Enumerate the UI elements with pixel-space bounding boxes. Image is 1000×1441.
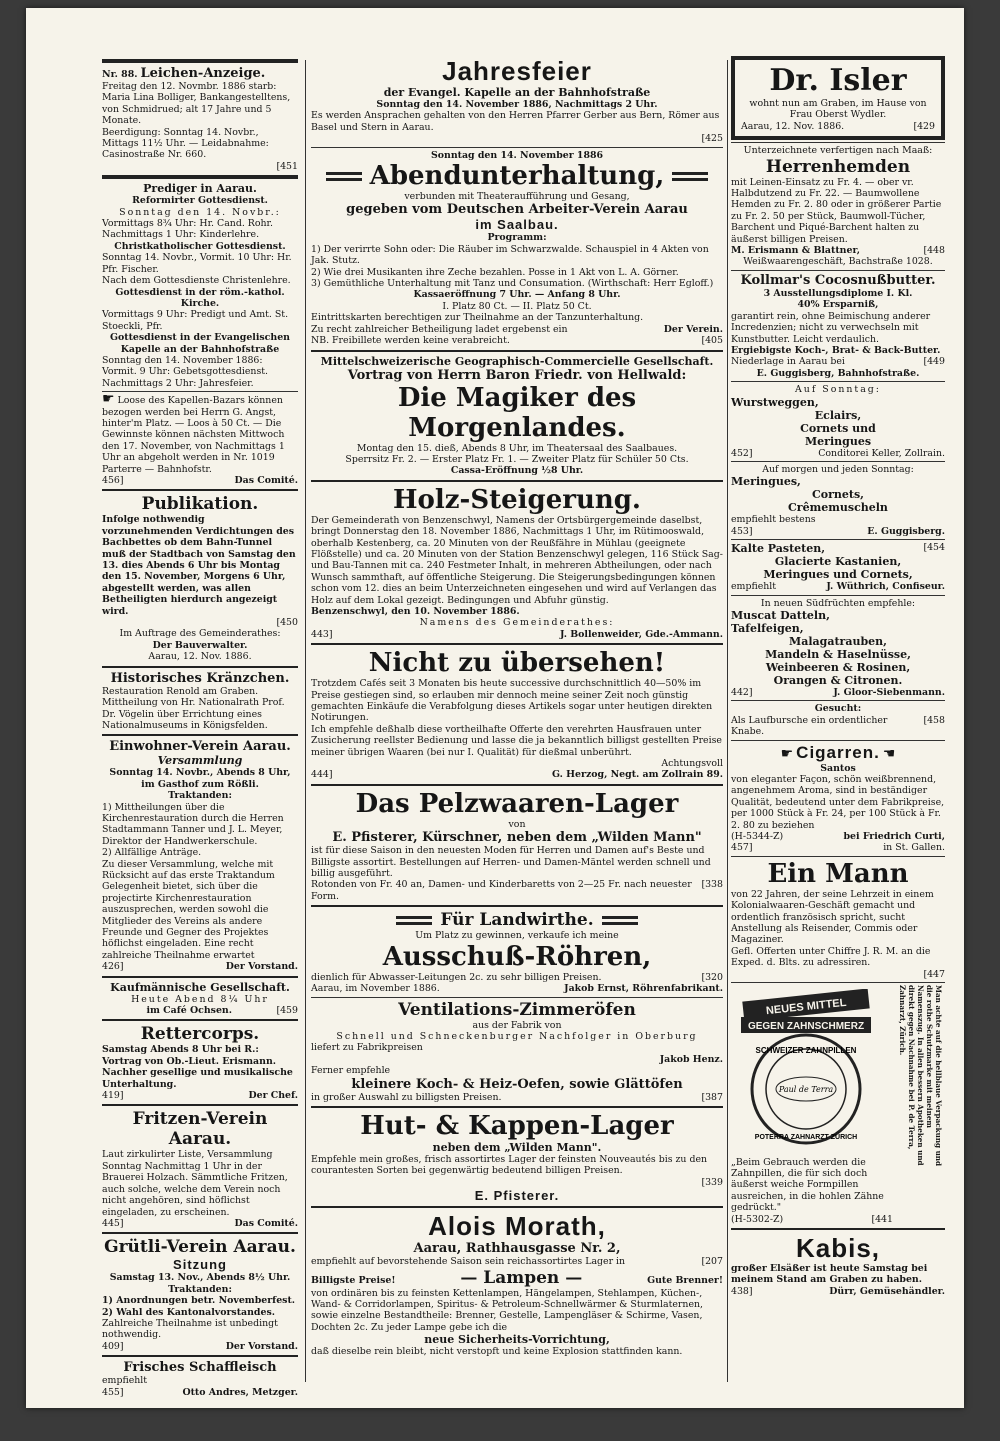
nicht-sign: G. Herzog, Negt. am Zollrain 89. [551,769,723,781]
zahn-text: „Beim Gebrauch werden die Zahnpillen, die für sich doch äußerst weiche Formpillen ausreichen, in die hohlen Zähne gedrückt." [731,1156,884,1214]
geo-line: Cassa-Eröffnung ½8 Uhr. [450,465,584,477]
pelz-text: ist für diese Saison in den neuesten Moden für Herren und Damen auf's Beste und Billigste assortirt. Bestellungen auf Herren- und Damen-Mäntel werden schnell und billig ausgeführt. [311,845,711,880]
einwohner-text: Zu dieser Versammlung, welche mit Rücksicht auf das erste Traktandum Gelegenheit bietet, sich über die projectirte Kirchenrestauration auszusprechen, werden sowohl die Mitglieder des Vereins als andere Freunde und Gegner des Projektes höflichst eingeladen. Eine recht zahlreiche Theilnahme erwartet [102,858,275,961]
jahresfeier-title: Jahresfeier [442,56,592,86]
prediger-sub: Christkatholischer Gottesdienst. [114,240,286,252]
gruetli-traktanden: Traktanden: [168,1283,232,1295]
ref-number: [320 [701,971,723,983]
middle-column [311,56,723,1388]
schaf-sign: Otto Andres, Metzger. [182,1386,298,1398]
sonntag-item: Meringues [804,434,872,448]
ad-zahnpillen [731,985,945,1225]
decorative-bar [672,172,708,181]
ref-number: 443] [311,628,333,640]
sued-item: Mandeln & Haselnüsse, [765,647,911,661]
kollmar-line: Niederlage in Aarau bei [731,356,845,368]
sued-item: Orangen & Citronen. [773,673,903,687]
isler-title: Dr. Isler [769,63,907,98]
holz-text: Der Gemeinderath von Benzenschwyl, Namens der Ortsbürgergemeinde daselbst, bringt Donnerstag den 18. November 1886, Nachmittags 1 Uhr, im Rütimooswald, oberhalb Kestenberg, ca. 20 Minuten von der Reußfähre in Mühlau (geeignete Flößstelle) und ca. 20 Minuten von der Station Benzenschwyl gelegen, 116 Stück Sag- und Bau-Tannen mit ca. 240 Festmeter Inhalt, in mehreren Abtheilungen, oder nach Wunsch sammthaft, auf öffentliche Steigerung. Die Steigerungsbedingungen können schon vom 12. dies an beim Unterzeichneten eingesehen und wird auf Verlangen das Holz auf dem Lokal gezeigt. Bedingungen und Abfuhr günstig. [311,514,723,606]
morath-lampen: — Lampen — [460,1267,583,1288]
sued-sign: J. Gloor-Siebenmann. [833,686,945,698]
cigarren-place: in St. Gallen. [883,842,945,854]
gruetli-when: Samstag 13. Nov., Abends 8½ Uhr. [109,1272,291,1284]
abend-nb: NB. Freibillete werden keine verabreicht. [311,335,510,347]
vent-headline: kleinere Koch- & Heiz-Oefen, sowie Glättöfen [351,1076,683,1092]
gesucht-title: Gesucht: [814,703,862,715]
ad-rettercorps [102,1024,298,1101]
pasteten-line: empfiehlt [731,581,777,593]
seal-ring-text-1: NEUES MITTEL [765,996,847,1018]
ref-number: [425 [701,133,723,145]
ref-number: [405 [701,335,723,347]
programm-item: 3) Gemüthliche Unterhaltung mit Tanz und Consumation. (Wirthschaft: Herr Egloff.) [311,278,714,290]
ref-number: 455] [102,1386,124,1398]
pasteten-item: Kalte Pasteten, [731,542,826,556]
nicht-title: Nicht zu übersehen! [368,648,666,679]
abend-line: verbunden mit Theateraufführung und Gesang, [404,191,630,203]
kollmar-text: garantirt rein, ohne Beimischung anderer Incredenzien; nicht zu verwechseln mit Kunstbutter. Leicht verdaulich. [731,310,931,345]
hemden-sign2: Weißwaarengeschäft, Bachstraße 1028. [743,256,933,268]
hemden-title: Herrenhemden [765,156,911,177]
vent-line: liefert zu Fabrikpreisen [311,1042,423,1054]
loose-sign: Das Comité. [234,475,298,486]
sued-item: Muscat Datteln, [731,608,830,622]
traktandum: 2) Allfällige Anträge. [102,847,202,859]
ad-ventilation [311,1000,723,1103]
ad-schaffleisch [102,1360,298,1398]
ad-auf-morgen [731,464,945,537]
ad-kaufmaennische [102,981,298,1017]
jahresfeier-line: der Evangel. Kapelle an der Bahnhofstraße [383,86,651,99]
ref-number: 457] [731,842,753,854]
issue-number: Nr. 88. [102,69,138,80]
ad-morath [311,1211,723,1357]
kabis-title: Kabis, [795,1232,881,1263]
gesucht-text: Als Laufbursche ein ordentlicher Knabe. [731,714,888,738]
pasteten-item: Glacierte Kastanien, [774,555,902,569]
kollmar-line: 40% Ersparniß, [797,299,879,311]
hut-line: neben dem „Wilden Mann". [432,1140,602,1154]
ad-geographisch [311,355,723,477]
morath-slogan: Gute Brenner! [647,1274,723,1286]
nicht-acht: Achtungsvoll [661,758,723,770]
mann-title: Ein Mann [767,858,909,889]
abend-line: Eintrittskarten berechtigen zur Theilnahme an der Tanzunterhaltung. [311,312,644,324]
ref-number: [458 [923,714,945,726]
ref-number: 456] [102,475,124,486]
zahn-side-text: Man achte auf die hellblaue Verpackung und die rothe Schutzmarke mit meinem Namenszug. In allen bessern Apotheken und direkt gegen Nachnahme bei P. de Terra, Zahnarzt, Zürich. [898,985,943,1167]
ad-ein-mann [731,859,945,980]
pasteten-sign: J. Wüthrich, Confiseur. [826,581,945,593]
publikation-auftrag: Im Auftrage des Gemeinderathes: [119,628,281,640]
left-column [102,56,298,1398]
retter-text: Samstag Abends 8 Uhr bei R.: Vortrag von Ob.-Lieut. Erismann. Nachher gesellige und musikalische Unterhaltung. [102,1044,293,1090]
morgen-item: Cornets, [812,488,864,502]
vent-sign: Jakob Henz. [659,1053,723,1065]
loose-text: Loose des Kapellen-Bazars können bezogen werden bei Herrn G. Angst, hinter'm Platz. — Loos à 50 Ct. — Die Gewinnste können nächsten Mittwoch den 17. November, von Nachmittags 1 Uhr an abgeholt werden in Nr. 1019 Parterre — Bahnhofstr. [102,395,285,475]
morath-line: Aarau, Rathhausgasse Nr. 2, [413,1241,621,1257]
ref-number: [339 [701,1176,723,1188]
pointing-hand-icon: ☚ [882,745,896,762]
sued-item: Tafelfeigen, [731,621,804,635]
kollmar-sign: E. Guggisberg, Bahnhofstraße. [756,367,920,379]
einwohner-when: Sonntag 14. Novbr., Abends 8 Uhr, im Gasthof zum Rößli. [109,767,291,790]
kabis-text: großer Elsäßer ist heute Samstag bei meinem Stand am Graben zu haben. [731,1262,928,1286]
geo-line: Sperrsitz Fr. 2. — Erster Platz Fr. 1. — Zweiter Platz für Schüler 50 Cts. [345,453,689,465]
decorative-bar [326,172,362,181]
ad-gruetli [102,1237,298,1352]
pointing-hand-icon: ☛ [780,745,794,762]
holz-date: Benzenschwyl, den 10. November 1886. [311,605,520,617]
morath-slogan: Billigste Preise! [311,1274,396,1286]
ad-kollmar [731,273,945,379]
publikation-date: Aarau, 12. Nov. 1886. [148,651,252,663]
ref-number: 438] [731,1285,753,1297]
ref-number: [387 [701,1091,723,1103]
ad-kabis [731,1233,945,1297]
retter-title: Rettercorps. [140,1024,260,1045]
gruetli-sub: Sitzung [173,1257,227,1273]
kaufm-title: Kaufmännische Gesellschaft. [110,980,290,994]
hut-title: Hut- & Kappen-Lager [360,1110,674,1141]
holz-sign: J. Bollenweider, Gde.-Ammann. [560,628,723,640]
abend-kasse: Kassaeröffnung 7 Uhr. — Anfang 8 Uhr. [413,289,621,301]
prediger-sub: Gottesdienst in der Evangelischen Kapelle an der Bahnhofstraße [109,332,290,355]
land-line: dienlich für Abwasser-Leitungen 2c. zu sehr billigen Preisen. [311,971,602,983]
leichen-title: Leichen-Anzeige. [140,66,266,81]
kollmar-line: 3 Ausstellungsdiplome I. Kl. [763,287,913,299]
morath-title: Alois Morath, [428,1211,606,1242]
sonntag-item: Cornets und [800,421,876,435]
hemden-line: Unterzeichnete verfertigen nach Maaß: [743,145,933,157]
abend-sign: Der Verein. [663,323,723,335]
prediger-line: Sonntag den 14. Novbr.: [119,206,281,218]
cigarren-title: Cigarren. [796,742,880,762]
ref-number: [429 [913,120,935,132]
pointing-hand-icon: ☛ [102,391,115,408]
kaufm-line: Heute Abend 8¼ Uhr [131,993,269,1005]
prediger-line: Nachmittags 1 Uhr: Kinderlehre. [102,229,260,241]
ad-gesucht [731,703,945,737]
prediger-line: Vormit. 9 Uhr: Gebetsgottesdienst. [102,366,269,378]
morath-line: neue Sicherheits-Vorrichtung, [424,1333,610,1347]
prediger-line: Sonntag den 14. November 1886: [102,354,263,366]
traktandum: 2) Wahl des Kantonalvorstandes. [102,1306,275,1318]
fritzen-title: Fritzen-Verein Aarau. [132,1109,268,1150]
column-rule-right [727,60,728,1382]
ref-number: [207 [701,1256,723,1268]
publikation-title: Publikation. [141,494,259,515]
leichen-text: Freitag den 12. Novmbr. 1886 starb: Maria Lina Bolliger, Bankangestelltens, von Schmidrued; alt 17 Jahre und 5 Monate. [102,81,291,127]
morath-line: daß dieselbe rein bleibt, nicht verstopft und keine Explosion stattfinden kann. [311,1346,683,1358]
mann-text: von 22 Jahren, der seine Lehrzeit in einem Kolonialwaaren-Geschäft gemacht und ordentlich französisch spricht, sucht Anstellung als Reisender, Commis oder Magaziner. [731,888,934,946]
prediger-line: Sonntag 14. Novbr., Vormit. 10 Uhr: Hr. Pfr. Fischer. [102,252,292,275]
pelz-von: von [508,818,526,830]
ref-number: 445] [102,1217,124,1229]
fritzen-text: Laut zirkulirter Liste, Versammlung Sonntag Nachmittag 1 Uhr in der Brauerei Holzach. Sämmtliche Fritzen, auch solche, welche dem Verein noch nicht angehören, sind höflichst eingeladen, zu erscheinen. [102,1149,288,1218]
ref-number: 452] [731,447,753,459]
morgen-item: Crêmemuscheln [788,501,888,515]
kraenzchen-title: Historisches Kränzchen. [110,670,290,686]
prediger-line: Vormittags 8¾ Uhr: Hr. Cand. Rohr. [102,218,273,230]
schaf-line: empfiehlt [102,1375,148,1387]
hut-sign: E. Pfisterer. [474,1188,560,1204]
prediger-line: Nach dem Gottesdienste Christenlehre. [102,275,291,287]
cigarren-text: von eleganter Façon, schön weißbrennend, angenehmem Aroma, sind in beständiger Qualität, bedeutend unter dem Fabrikpreise, per 1000 Stück à Fr. 24, per 100 Stück à Fr. 2. 80 zu beziehen [731,774,945,831]
ref-number: 426] [102,961,124,973]
abend-line: im Saalbau. [475,217,559,233]
prediger-sub: Gottesdienst in der röm.-kathol. Kirche. [115,286,285,309]
ad-nicht-zu-uebersehen [311,648,723,781]
nicht-text2: Ich empfehle deßhalb diese vortheilhafte Offerte den verehrten Hausfrauen unter Zusicherung reellster Bedienung und lasse die ja bekanntlich billigst gestellten Preise meiner übrigen Waaren (bei nur I. Qualität) für dießmal unberührt. [311,723,722,758]
abend-title: Abendunterhaltung, [369,161,665,192]
zahn-side-box [897,985,945,1175]
prediger-sub: Reformirter Gottesdienst. [132,195,268,207]
prediger-line: Nachmittags 2 Uhr: Jahresfeier. [102,377,254,389]
newspaper-page [26,8,964,1408]
decorative-bar [396,916,432,925]
geo-headline: Die Magiker des Morgenlandes. [397,382,637,443]
ref-number: [454 [923,542,945,554]
hemden-sign: M. Erismann & Blattner, [731,245,860,257]
ad-loose [102,391,298,486]
sonntag-sign: Conditorei Keller, Zollrain. [818,447,945,459]
ref-number: [449 [923,356,945,368]
seal-ring-text-2: GEGEN ZAHNSCHMERZ [747,1021,865,1033]
ref-number: [338 [701,879,723,891]
column-rule-left [305,60,306,1382]
kabis-sign: Dürr, Gemüsehändler. [829,1285,945,1297]
ad-hut-kappen [311,1111,723,1203]
ad-dr-isler [731,56,945,140]
einwohner-sign: Der Vorstand. [225,961,298,973]
ad-auf-sonntag [731,384,945,459]
traktandum: 1) Mittheilungen über die Kirchenrestauration durch die Herren Stadtammann Tanner und J. L. Meyer, Direktor der Handwerkerschule. [102,801,284,847]
prediger-title: Prediger in Aarau. [143,182,257,196]
jahresfeier-line: Es werden Ansprachen gehalten von den Herren Pfarrer Gerber aus Bern, Römer aus Basel und Stern in Aarau. [311,110,720,133]
kraenzchen-text: Restauration Renold am Graben. Mittheilung von Hr. Nationalrath Prof. Dr. Vögelin über Errichtung eines Nationalmuseums in Königsfelden. [102,685,285,731]
zahnpillen-seal-icon [731,989,881,1149]
holz-title: Holz-Steigerung. [392,484,641,515]
isler-date: Aarau, 12. Nov. 1886. [741,120,845,132]
sued-line: In neuen Südfrüchten empfehle: [760,597,916,609]
ref-number: [459 [276,1005,298,1017]
geo-title: Mittelschweizerische Geographisch-Commercielle Gesellschaft. [320,354,714,368]
ref-number: 419] [102,1090,124,1102]
vent-line: aus der Fabrik von [472,1019,562,1031]
cigarren-by: bei Friedrich Curti, [843,831,945,843]
ref-number: [441 [871,1213,893,1225]
sonntag-item: Wurstweggen, [731,395,819,409]
ad-holz-steigerung [311,485,723,640]
einwohner-title: Einwohner-Verein Aarau. [109,739,291,755]
publikation-sign: Der Bauverwalter. [152,639,248,651]
ref-number: 442] [731,686,753,698]
seal-ring-text-3: SCHWEIZER ZAHNPILLEN [755,1046,857,1056]
geo-line: Vortrag von Herrn Baron Friedr. von Hellwald: [347,367,687,383]
seal-ring-text-4: POTERRA ZAHNARZT ZÜRICH [754,1134,858,1142]
cigarren-code: (H-5344-Z) [731,831,784,843]
ad-abendunterhaltung [311,150,723,347]
ad-cigarren [731,743,945,854]
kollmar-title: Kollmar's Cocosnußbutter. [740,272,936,288]
ad-kraenzchen [102,671,298,732]
ad-jahresfeier [311,56,723,145]
ad-fritzen [102,1109,298,1229]
morath-line: empfiehlt auf bevorstehende Saison sein reichassortirtes Lager in [311,1256,626,1268]
gruetli-sign: Der Vorstand. [225,1340,298,1352]
einwohner-sub: Versammlung [157,754,243,768]
ref-number: [448 [923,245,945,257]
ref-number: 409] [102,1340,124,1352]
morgen-sign: E. Guggisberg. [867,525,945,537]
cigarren-sub: Santos [820,762,856,774]
abend-line: Zu recht zahlreicher Betheiligung ladet ergebenst ein [311,323,568,335]
morgen-line: Auf morgen und jeden Sonntag: [762,463,914,475]
ad-suedfruechte [731,598,945,699]
land-sign: Jakob Ernst, Röhrenfabrikant. [564,983,723,995]
zahn-code: (H-5302-Z) [731,1213,784,1225]
publikation-text: Infolge nothwendig vorzunehmenden Verdichtungen des Bachbettes ob dem Bahn-Tunnel muß der Stadtbach von Samstag den 13. dies Abends 6 Uhr bis Montag den 15. November, Morgens 6 Uhr, abgestellt werden, was allen Betheiligten hierdurch angezeigt wird. [102,514,296,617]
land-title: Für Landwirthe. [440,910,594,931]
abend-line: gegeben vom Deutschen Arbeiter-Verein Aarau [346,202,688,218]
ref-number: 444] [311,769,333,781]
abend-preise: I. Platz 80 Ct. — II. Platz 50 Ct. [442,300,592,312]
pelz-title: Das Pelzwaaren-Lager [355,788,679,819]
programm-item: 2) Wie drei Musikanten ihre Zeche bezahlen. Posse in 1 Akt von L. A. Görner. [311,266,679,278]
sued-item: Malagatrauben, [789,634,887,648]
abend-date: Sonntag den 14. November 1886 [430,149,604,161]
ad-leichen-anzeige [102,66,298,172]
schaf-title: Frisches Schaffleisch [123,1360,277,1376]
morath-text: von ordinären bis zu feinsten Kettenlampen, Hängelampen, Stehlampen, Küchen-, Wand- & Corridorlampen, Spiritus- & Petroleum-Schnellwärmer & Sturmlaternen, sowie einzelne Bestandtheile: Brenner, Gestelle, Lampengläser & Schirme, Vasen, Dochten 2c. Zu jeder Lampe gebe ich die [311,1287,704,1333]
kaufm-line: im Café Ochsen. [146,1005,232,1017]
land-headline: Ausschuß-Röhren, [382,941,652,972]
prediger-line: Vormittags 9 Uhr: Predigt und Amt. St. Stoeckli, Pfr. [102,309,289,332]
ref-number: [450 [276,617,298,629]
ref-number: 453] [731,525,753,537]
vent-line: Schnell und Schneckenburger Nachfolger in Oberburg [336,1030,698,1042]
gruetli-title: Grütli-Verein Aarau. [104,1237,296,1258]
einwohner-traktanden: Traktanden: [168,790,232,802]
pasteten-item: Meringues und Cornets, [763,568,913,582]
kollmar-line: Ergiebigste Koch-, Brat- & Back-Butter. [731,344,941,356]
sued-item: Weinbeeren & Rosinen, [765,660,911,674]
ad-pasteten [731,542,945,592]
land-line: Um Platz zu gewinnen, verkaufe ich meine [415,930,619,942]
vent-title: Ventilations-Zimmeröfen [398,999,636,1020]
pelz-line: E. Pfisterer, Kürschner, neben dem „Wilden Mann" [332,830,702,846]
decorative-bar [602,916,638,925]
pelz-text2: Rotonden von Fr. 40 an, Damen- und Kinderbaretts von 2—25 Fr. nach neuester Form. [311,879,692,902]
vent-line: Ferner empfehle [311,1065,391,1077]
gruetli-text: Zahlreiche Theilnahme ist unbedingt nothwendig. [102,1317,278,1341]
sonntag-item: Eclairs, [814,408,862,422]
morgen-line: empfiehlt bestens [731,514,816,526]
leichen-burial: Beerdigung: Sonntag 14. Novbr., Mittags 11½ Uhr. — Leidabnahme: Casinostraße Nr. 660. [102,126,269,161]
fritzen-sign: Das Comité. [234,1217,298,1229]
holz-namens: Namens des Gemeinderathes: [419,617,615,629]
isler-text: wohnt nun am Graben, im Hause von Frau Oberst Wydler. [749,98,927,121]
ad-publikation [102,494,298,662]
right-column [731,56,945,1388]
ad-herrenhemden [731,145,945,268]
mann-line: Gefl. Offerten unter Chiffre J. R. M. an die Exped. d. Blts. zu adressiren. [731,945,931,969]
ad-einwohner [102,739,298,972]
sonntag-line: Auf Sonntag: [795,384,881,396]
hemden-text: mit Leinen-Einsatz zu Fr. 4. — ober vr. Halbdutzend zu Fr. 22. — Baumwollene Hemden zu Fr. 2. 80 oder in größerer Partie zu Fr. 2. 50 per Stück, Baumwoll-Tücher, Barchent und Piqué-Barchent halten zu äußerst billigen Preisen. [731,176,942,245]
nicht-text: Trotzdem Cafés seit 3 Monaten bis heute successive durchschnittlich 40—50% im Preise gestiegen sind, so erlauben mir dennoch meine seiner Zeit noch günstig gemachten Einkäufe die Verabfolgung dieses Artikels sogar unter heutigen direkten Notirungen. [311,678,713,724]
abend-programm: Programm: [487,232,547,244]
jahresfeier-line: Sonntag den 14. November 1886, Nachmittags 2 Uhr. [376,99,658,110]
seal-center-text: Paul de Terra [778,1085,834,1095]
programm-item: 1) Der verirrte Sohn oder: Die Räuber im Schwarzwalde. Schauspiel in 4 Akten von Jak. Stutz. [311,243,709,267]
traktandum: 1) Anordnungen betr. Novemberfest. [102,1295,296,1307]
ad-landwirthe [311,910,723,994]
geo-line: Montag den 15. dieß, Abends 8 Uhr, im Theatersaal des Saalbaues. [356,442,678,454]
ad-pelzwaaren [311,789,723,902]
ref-number: [451 [276,160,298,172]
hut-text: Empfehle mein großes, frisch assortirtes Lager der feinsten Nouveautés bis zu den courantesten Sorten bei gegenwärtig bedeutend billigen Preisen. [311,1153,708,1177]
ad-prediger [102,182,298,389]
ref-number: [447 [923,968,945,980]
land-date: Aarau, im November 1886. [311,983,440,995]
morgen-item: Meringues, [731,475,801,489]
retter-sign: Der Chef. [248,1090,298,1102]
vent-line: in großer Auswahl zu billigsten Preisen. [311,1091,502,1103]
